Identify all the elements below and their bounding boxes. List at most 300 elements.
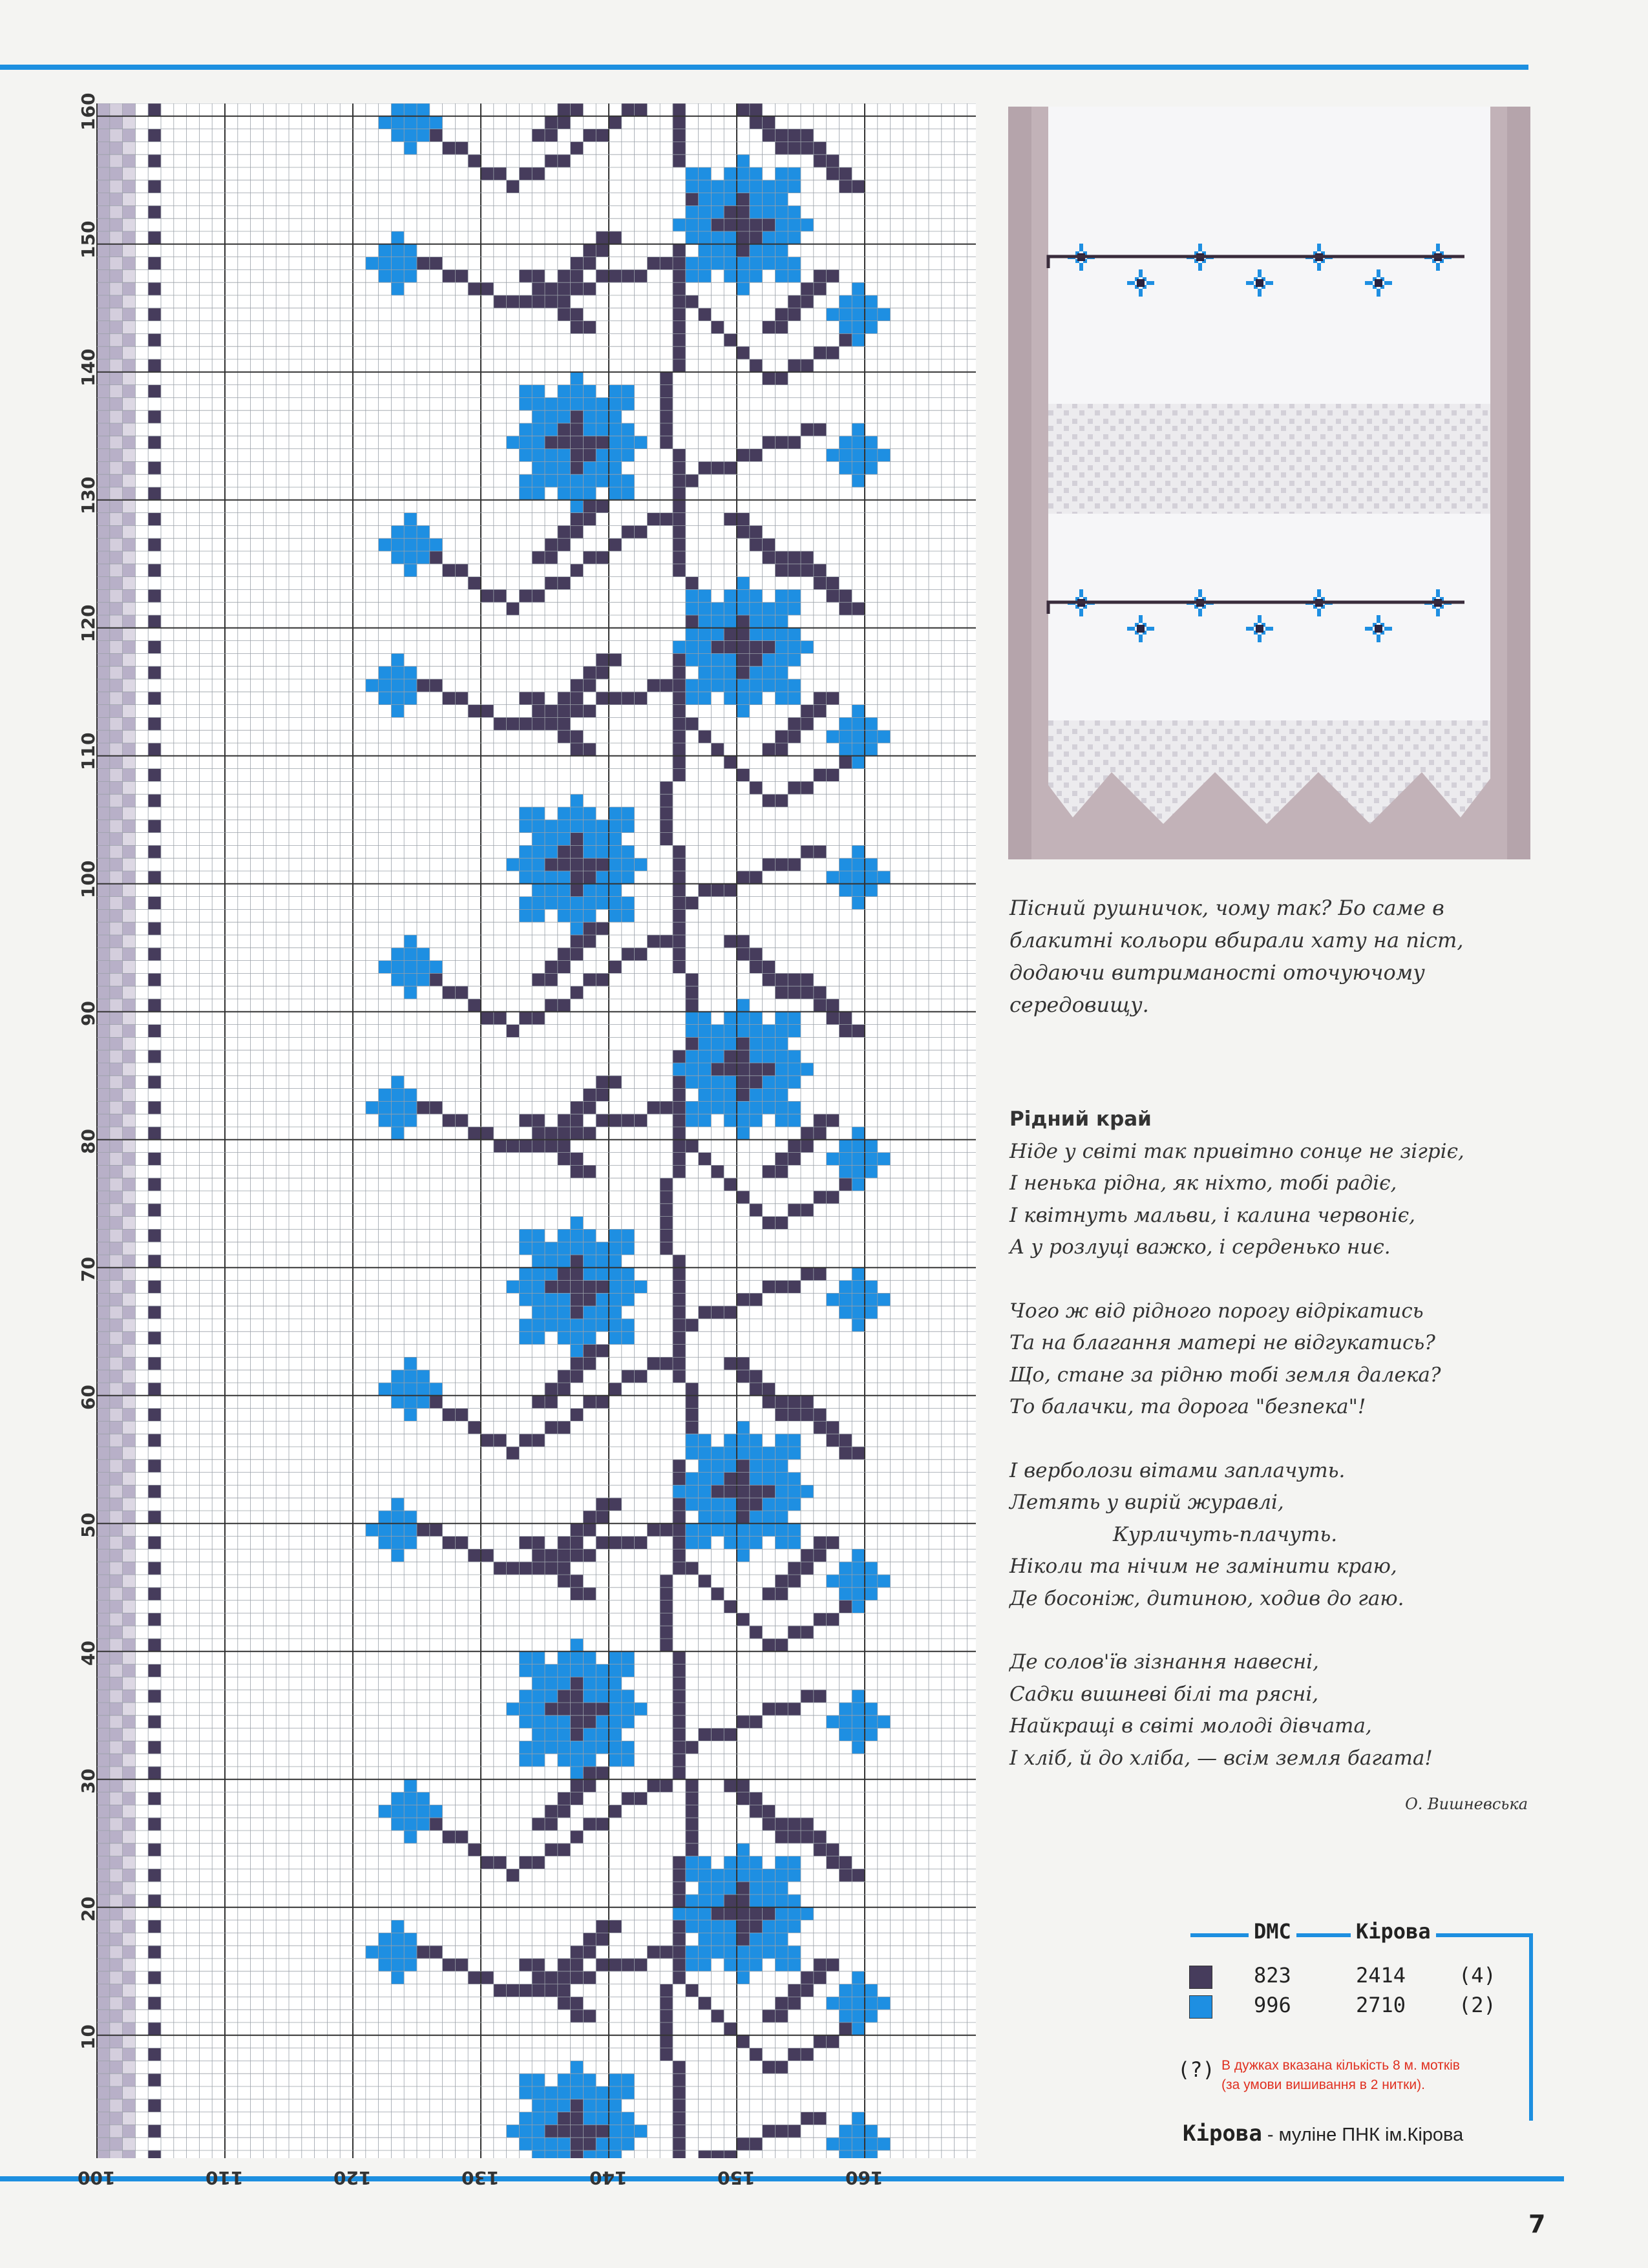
stitch-cell	[609, 1677, 622, 1690]
stitch-cell	[635, 858, 648, 871]
stitch-cell	[737, 1012, 750, 1025]
stitch-cell	[737, 1792, 750, 1805]
stitch-cell	[123, 461, 136, 474]
stitch-cell	[660, 1639, 673, 1652]
stitch-cell	[839, 884, 852, 897]
page-number: 7	[1528, 2210, 1546, 2238]
stitch-cell	[391, 653, 404, 666]
stitch-cell	[622, 1370, 635, 1383]
stitch-cell	[788, 1281, 801, 1294]
stitch-cell	[532, 1140, 545, 1153]
stitch-cell	[699, 1498, 712, 1511]
stitch-cell	[519, 692, 532, 705]
stitch-cell	[97, 679, 110, 692]
stitch-cell	[686, 1421, 699, 1434]
stitch-cell	[583, 1165, 596, 1178]
stitch-cell	[123, 1792, 136, 1805]
stitch-cell	[545, 116, 558, 129]
stitch-cell	[123, 1639, 136, 1652]
stitch-cell	[673, 2099, 686, 2112]
stitch-cell	[468, 1549, 481, 1562]
stitch-cell	[558, 1754, 571, 1767]
stitch-cell	[571, 282, 584, 295]
stitch-cell	[839, 1984, 852, 1997]
stitch-cell	[647, 1524, 660, 1537]
stitch-cell	[827, 1293, 840, 1306]
stitch-cell	[724, 1012, 737, 1025]
photo-flower-stitch	[1139, 638, 1143, 642]
stitch-cell	[801, 1268, 814, 1281]
stitch-cell	[788, 436, 801, 449]
stitch-cell	[110, 2137, 123, 2150]
stitch-cell	[558, 1537, 571, 1549]
stitch-cell	[123, 436, 136, 449]
stitch-cell	[724, 1537, 737, 1549]
stitch-cell	[404, 1114, 417, 1127]
stitch-cell	[110, 2125, 123, 2137]
stitch-cell	[123, 2048, 136, 2061]
stitch-cell	[852, 2022, 865, 2035]
stitch-cell	[97, 1345, 110, 1358]
stitch-cell	[622, 449, 635, 462]
stitch-cell	[494, 1140, 507, 1153]
stitch-cell	[97, 295, 110, 308]
photo-flower-stitch	[1198, 263, 1202, 267]
photo-flower-stitch	[1079, 247, 1083, 251]
stitch-cell	[673, 1473, 686, 1486]
stitch-cell	[148, 1127, 161, 1140]
stitch-cell	[737, 231, 750, 244]
stitch-cell	[596, 1511, 609, 1524]
stitch-cell	[583, 1281, 596, 1294]
stitch-cell	[673, 321, 686, 334]
stitch-cell	[775, 602, 788, 615]
stitch-cell	[123, 666, 136, 679]
stitch-cell	[699, 1114, 712, 1127]
stitch-cell	[123, 1626, 136, 1639]
y-tick-label: 30	[78, 1768, 99, 1794]
stitch-cell	[110, 218, 123, 231]
stitch-cell	[558, 385, 571, 398]
stitch-cell	[545, 154, 558, 167]
stitch-cell	[635, 1114, 648, 1127]
stitch-cell	[404, 1409, 417, 1422]
stitch-cell	[148, 2099, 161, 2112]
stitch-cell	[571, 1831, 584, 1843]
stitch-cell	[711, 321, 724, 334]
stitch-cell	[571, 1524, 584, 1537]
stitch-cell	[110, 1805, 123, 1818]
stitch-cell	[148, 897, 161, 910]
stitch-cell	[545, 1690, 558, 1703]
stitch-cell	[391, 1946, 404, 1958]
stitch-cell	[635, 1958, 648, 1971]
stitch-cell	[532, 436, 545, 449]
stitch-cell	[558, 1690, 571, 1703]
stitch-cell	[391, 705, 404, 718]
y-tick-label: 160	[78, 92, 99, 131]
stitch-cell	[123, 500, 136, 513]
stitch-cell	[123, 397, 136, 410]
stitch-cell	[391, 551, 404, 564]
stitch-cell	[532, 2086, 545, 2099]
stitch-cell	[583, 1127, 596, 1140]
stitch-cell	[699, 615, 712, 628]
stitch-cell	[97, 205, 110, 218]
stitch-cell	[788, 1114, 801, 1127]
stitch-cell	[110, 1050, 123, 1063]
stitch-cell	[545, 1242, 558, 1255]
stitch-cell	[711, 2150, 724, 2158]
stitch-cell	[699, 205, 712, 218]
stitch-cell	[686, 1485, 699, 1498]
stitch-cell	[545, 2086, 558, 2099]
stitch-cell	[123, 1370, 136, 1383]
stitch-cell	[123, 1037, 136, 1050]
stitch-cell	[737, 577, 750, 590]
stitch-cell	[571, 1971, 584, 1984]
stitch-cell	[711, 1101, 724, 1114]
stitch-cell	[110, 500, 123, 513]
towel-photo	[1008, 107, 1530, 859]
stitch-cell	[123, 2150, 136, 2158]
stitch-cell	[391, 244, 404, 257]
stitch-cell	[609, 1242, 622, 1255]
stitch-cell	[865, 308, 878, 321]
stitch-cell	[148, 564, 161, 577]
stitch-cell	[123, 2074, 136, 2086]
stitch-cell	[123, 1178, 136, 1191]
stitch-cell	[673, 1498, 686, 1511]
color-swatch	[1189, 1966, 1212, 1989]
stitch-cell	[532, 1306, 545, 1319]
stitch-cell	[123, 1882, 136, 1895]
stitch-cell	[123, 756, 136, 769]
stitch-cell	[583, 410, 596, 423]
stitch-cell	[583, 820, 596, 833]
stitch-cell	[97, 833, 110, 846]
stitch-cell	[724, 461, 737, 474]
stitch-cell	[763, 1473, 776, 1486]
stitch-cell	[852, 730, 865, 743]
stitch-cell	[750, 1460, 763, 1473]
stitch-cell	[814, 845, 827, 858]
stitch-cell	[571, 820, 584, 833]
stitch-cell	[596, 1690, 609, 1703]
stitch-cell	[827, 1114, 840, 1127]
stitch-cell	[673, 922, 686, 935]
stitch-cell	[788, 1626, 801, 1639]
photo-flower-stitch	[1258, 293, 1262, 297]
stitch-cell	[110, 666, 123, 679]
stitch-cell	[609, 2112, 622, 2125]
stitch-cell	[788, 1498, 801, 1511]
stitch-cell	[673, 1255, 686, 1268]
stitch-cell	[571, 1127, 584, 1140]
stitch-cell	[148, 717, 161, 730]
stitch-cell	[123, 577, 136, 590]
stitch-cell	[545, 1127, 558, 1140]
stitch-cell	[468, 999, 481, 1012]
stitch-cell	[609, 2137, 622, 2150]
stitch-cell	[699, 461, 712, 474]
stitch-cell	[583, 1588, 596, 1601]
stitch-cell	[123, 129, 136, 142]
stitch-cell	[110, 858, 123, 871]
y-tick-label: 60	[78, 1384, 99, 1410]
stitch-cell	[443, 1831, 456, 1843]
stitch-cell	[763, 1511, 776, 1524]
stitch-cell	[622, 2137, 635, 2150]
poem-title: Рідний край	[1009, 1108, 1152, 1131]
stitch-cell	[686, 1025, 699, 1038]
stitch-cell	[763, 436, 776, 449]
stitch-cell	[724, 1920, 737, 1933]
stitch-cell	[686, 1856, 699, 1869]
stitch-cell	[724, 628, 737, 641]
stitch-cell	[97, 1076, 110, 1089]
stitch-cell	[788, 1434, 801, 1447]
stitch-cell	[123, 116, 136, 129]
stitch-cell	[558, 410, 571, 423]
stitch-cell	[711, 257, 724, 270]
stitch-cell	[596, 922, 609, 935]
stitch-cell	[110, 1140, 123, 1153]
stitch-cell	[788, 231, 801, 244]
stitch-cell	[571, 1958, 584, 1971]
stitch-cell	[97, 1933, 110, 1946]
stitch-cell	[724, 589, 737, 602]
stitch-cell	[110, 1716, 123, 1728]
stitch-cell	[852, 1601, 865, 1613]
stitch-cell	[775, 2125, 788, 2137]
stitch-cell	[519, 269, 532, 282]
stitch-cell	[110, 1920, 123, 1933]
stitch-cell	[775, 1396, 788, 1409]
stitch-cell	[699, 1907, 712, 1920]
stitch-cell	[97, 1293, 110, 1306]
stitch-cell	[686, 1818, 699, 1831]
stitch-cell	[852, 2112, 865, 2125]
stitch-cell	[763, 743, 776, 756]
stitch-cell	[494, 167, 507, 180]
stitch-cell	[622, 2112, 635, 2125]
stitch-cell	[852, 1153, 865, 1166]
stitch-cell	[852, 1728, 865, 1741]
stitch-cell	[583, 833, 596, 846]
stitch-cell	[455, 986, 468, 999]
stitch-cell	[123, 449, 136, 462]
stitch-cell	[673, 1728, 686, 1741]
stitch-cell	[686, 1920, 699, 1933]
stitch-cell	[635, 1792, 648, 1805]
stitch-cell	[148, 1792, 161, 1805]
stitch-cell	[852, 1293, 865, 1306]
stitch-cell	[852, 1281, 865, 1294]
stitch-cell	[148, 1997, 161, 2010]
stitch-cell	[507, 1562, 520, 1575]
stitch-cell	[763, 1920, 776, 1933]
stitch-cell	[737, 2035, 750, 2048]
stitch-cell	[417, 973, 430, 986]
stitch-cell	[571, 1268, 584, 1281]
photo-flower-stitch	[1269, 281, 1273, 285]
stitch-cell	[123, 1229, 136, 1242]
photo-flower-stitch	[1198, 609, 1202, 613]
stitch-cell	[609, 1703, 622, 1716]
stitch-cell	[123, 1613, 136, 1626]
stitch-cell	[123, 999, 136, 1012]
stitch-cell	[494, 717, 507, 730]
stitch-cell	[673, 2150, 686, 2158]
stitch-cell	[686, 1946, 699, 1958]
stitch-cell	[110, 1511, 123, 1524]
stitch-cell	[545, 858, 558, 871]
stitch-cell	[596, 2125, 609, 2137]
stitch-cell	[558, 1268, 571, 1281]
stitch-cell	[763, 666, 776, 679]
stitch-cell	[558, 269, 571, 282]
stitch-cell	[110, 257, 123, 270]
stitch-cell	[455, 1831, 468, 1843]
stitch-cell	[391, 1549, 404, 1562]
stitch-cell	[532, 1562, 545, 1575]
stitch-cell	[724, 205, 737, 218]
stitch-cell	[417, 1370, 430, 1383]
stitch-cell	[481, 1012, 494, 1025]
stitch-cell	[711, 1882, 724, 1895]
stitch-cell	[801, 986, 814, 999]
stitch-cell	[110, 1767, 123, 1780]
stitch-cell	[583, 1946, 596, 1958]
stitch-cell	[609, 1664, 622, 1677]
stitch-cell	[724, 333, 737, 346]
stitch-cell	[763, 244, 776, 257]
stitch-cell	[571, 1537, 584, 1549]
stitch-cell	[609, 2086, 622, 2099]
stitch-cell	[571, 1217, 584, 1230]
stitch-cell	[110, 2099, 123, 2112]
stitch-cell	[609, 1728, 622, 1741]
stitch-cell	[750, 1716, 763, 1728]
stitch-cell	[763, 538, 776, 551]
stitch-cell	[673, 1856, 686, 1869]
stitch-cell	[97, 1805, 110, 1818]
stitch-cell	[609, 807, 622, 820]
photo-flower-stitch	[1250, 281, 1254, 285]
stitch-cell	[148, 1460, 161, 1473]
stitch-cell	[571, 487, 584, 500]
stitch-cell	[110, 935, 123, 948]
stitch-cell	[148, 871, 161, 884]
stitch-cell	[123, 1703, 136, 1716]
stitch-cell	[110, 244, 123, 257]
stitch-cell	[404, 1537, 417, 1549]
stitch-cell	[737, 103, 750, 116]
stitch-cell	[673, 1869, 686, 1882]
stitch-cell	[596, 845, 609, 858]
stitch-cell	[583, 244, 596, 257]
stitch-cell	[507, 1984, 520, 1997]
stitch-cell	[609, 820, 622, 833]
stitch-cell	[532, 1281, 545, 1294]
stitch-cell	[519, 897, 532, 910]
x-tick-label: 160	[845, 2167, 883, 2189]
stitch-cell	[558, 1805, 571, 1818]
photo-flower-stitch	[1317, 267, 1321, 271]
stitch-cell	[532, 1728, 545, 1741]
stitch-cell	[97, 2074, 110, 2086]
stitch-cell	[775, 269, 788, 282]
stitch-cell	[583, 1268, 596, 1281]
stitch-cell	[583, 845, 596, 858]
stitch-cell	[417, 103, 430, 116]
stitch-cell	[583, 1511, 596, 1524]
stitch-cell	[622, 948, 635, 961]
stitch-cell	[711, 1063, 724, 1076]
stitch-cell	[673, 1076, 686, 1089]
stitch-cell	[583, 1754, 596, 1767]
photo-flower-stitch	[1377, 289, 1380, 293]
stitch-cell	[699, 1537, 712, 1549]
stitch-cell	[123, 2125, 136, 2137]
stitch-cell	[110, 205, 123, 218]
stitch-cell	[532, 717, 545, 730]
stitch-cell	[110, 1818, 123, 1831]
stitch-cell	[737, 1971, 750, 1984]
stitch-cell	[788, 269, 801, 282]
stitch-cell	[123, 807, 136, 820]
stitch-cell	[763, 961, 776, 974]
stitch-cell	[788, 1153, 801, 1166]
stitch-cell	[596, 871, 609, 884]
stitch-cell	[852, 1127, 865, 1140]
stitch-cell	[123, 2061, 136, 2074]
stitch-cell	[379, 269, 392, 282]
stitch-cell	[148, 308, 161, 321]
stitch-cell	[123, 1741, 136, 1754]
stitch-cell	[660, 2022, 673, 2035]
stitch-cell	[775, 743, 788, 756]
stitch-cell	[148, 1434, 161, 1447]
stitch-cell	[110, 922, 123, 935]
stitch-cell	[737, 218, 750, 231]
stitch-cell	[750, 1907, 763, 1920]
stitch-cell	[583, 884, 596, 897]
stitch-cell	[430, 538, 443, 551]
stitch-cell	[673, 743, 686, 756]
stitch-cell	[839, 1997, 852, 2010]
stitch-cell	[583, 1255, 596, 1268]
stitch-cell	[545, 705, 558, 718]
stitch-cell	[775, 1818, 788, 1831]
stitch-cell	[583, 1229, 596, 1242]
stitch-cell	[596, 423, 609, 436]
stitch-cell	[673, 1562, 686, 1575]
stitch-cell	[737, 628, 750, 641]
photo-caption	[1009, 892, 1528, 1021]
photo-flower-stitch	[1139, 273, 1143, 277]
stitch-cell	[711, 653, 724, 666]
stitch-cell	[110, 1639, 123, 1652]
key-header-kirova: Кірова	[1351, 1919, 1436, 1944]
stitch-cell	[673, 129, 686, 142]
stitch-cell	[430, 679, 443, 692]
stitch-cell	[775, 1089, 788, 1102]
stitch-cell	[123, 1357, 136, 1370]
stitch-cell	[583, 922, 596, 935]
stitch-cell	[660, 423, 673, 436]
